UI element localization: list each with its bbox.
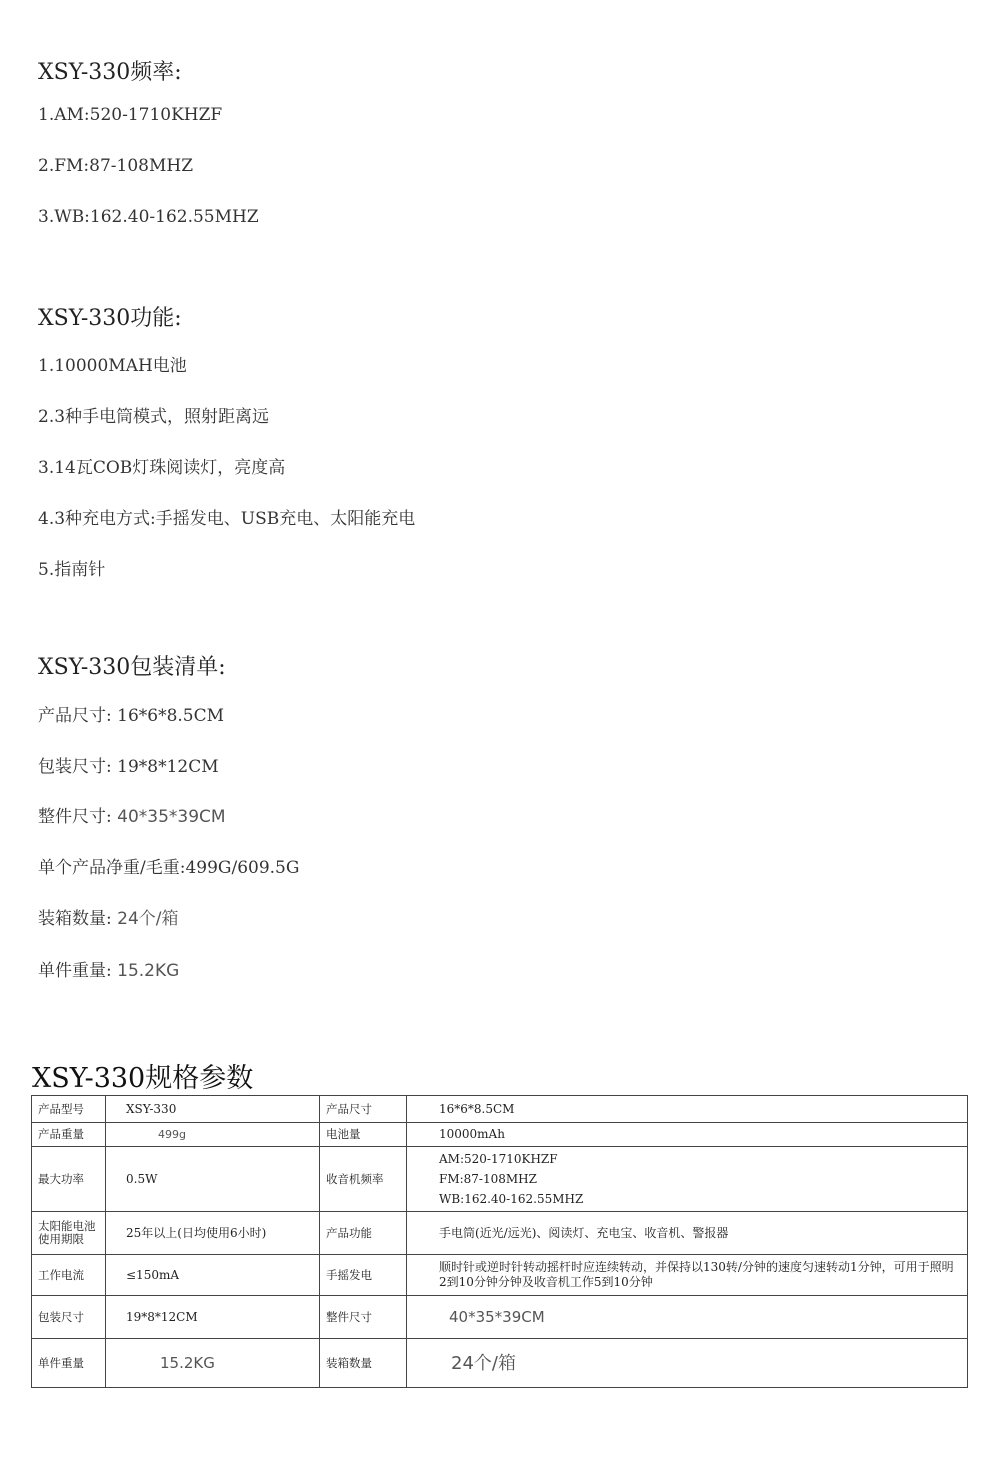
carton-weight-label: 单件重量: bbox=[38, 961, 112, 981]
cell-value-radio-freq bbox=[407, 1147, 968, 1212]
weight-line: 单个产品净重/毛重:499G/609.5G bbox=[38, 858, 300, 878]
spec-table bbox=[31, 1095, 968, 1388]
cell-value: 顺时针或逆时针转动摇杆时应连续转动，并保持以130转/分钟的速度匀速转动1分钟，可用于照明2到10分钟分钟及收音机工作5到10分钟 bbox=[407, 1255, 968, 1296]
cell-label: 装箱数量 bbox=[320, 1339, 407, 1388]
freq-item-am: 1.AM:520-1710KHZF bbox=[38, 105, 223, 125]
radio-freq-am: AM:520-1710KHZF bbox=[439, 1152, 558, 1166]
cell-value: 25年以上(日均使用6小时) bbox=[106, 1212, 320, 1255]
package-size-line bbox=[38, 752, 219, 777]
feature-item-1: 1.10000MAH电池 bbox=[38, 356, 187, 376]
spec-title: XSY-330规格参数 bbox=[32, 1063, 254, 1094]
cell-value: 0.5W bbox=[106, 1147, 320, 1212]
product-size-value: 16*6*8.5CM bbox=[117, 706, 225, 726]
feature-item-2: 2.3种手电筒模式，照射距离远 bbox=[38, 407, 270, 427]
product-size-line bbox=[38, 701, 224, 726]
cell-value: 499g bbox=[106, 1123, 320, 1147]
cell-value: XSY-330 bbox=[106, 1096, 320, 1123]
cell-label: 产品型号 bbox=[32, 1096, 106, 1123]
package-size-label: 包装尺寸: bbox=[38, 757, 112, 777]
feature-item-3: 3.14瓦COB灯珠阅读灯，亮度高 bbox=[38, 458, 286, 478]
qty-value: 24个/箱 bbox=[117, 909, 179, 929]
carton-weight-line bbox=[38, 956, 179, 981]
package-size-value: 19*8*12CM bbox=[117, 757, 219, 777]
packing-title: XSY-330包装清单: bbox=[38, 655, 226, 680]
freq-title: XSY-330频率: bbox=[38, 60, 182, 85]
cell-value: 10000mAh bbox=[407, 1123, 968, 1147]
radio-freq-fm: FM:87-108MHZ bbox=[439, 1172, 537, 1186]
cell-label: 工作电流 bbox=[32, 1255, 106, 1296]
table-row bbox=[32, 1339, 968, 1388]
carton-weight-value: 15.2KG bbox=[117, 961, 180, 981]
cell-label: 产品功能 bbox=[320, 1212, 407, 1255]
feature-item-4: 4.3种充电方式:手摇发电、USB充电、太阳能充电 bbox=[38, 509, 416, 529]
cell-label: 手摇发电 bbox=[320, 1255, 407, 1296]
feature-item-5: 5.指南针 bbox=[38, 560, 106, 580]
cell-value: 15.2KG bbox=[106, 1339, 320, 1388]
carton-size-line bbox=[38, 802, 226, 827]
table-row bbox=[32, 1296, 968, 1339]
cell-value: 16*6*8.5CM bbox=[407, 1096, 968, 1123]
product-size-label: 产品尺寸: bbox=[38, 706, 112, 726]
freq-item-wb: 3.WB:162.40-162.55MHZ bbox=[38, 207, 259, 227]
table-row bbox=[32, 1096, 968, 1123]
cell-label: 收音机频率 bbox=[320, 1147, 407, 1212]
cell-label: 单件重量 bbox=[32, 1339, 106, 1388]
cell-value: ≤150mA bbox=[106, 1255, 320, 1296]
table-row bbox=[32, 1212, 968, 1255]
cell-value: 手电筒(近光/远光)、阅读灯、充电宝、收音机、警报器 bbox=[407, 1212, 968, 1255]
carton-size-value: 40*35*39CM bbox=[117, 807, 226, 827]
qty-label: 装箱数量: bbox=[38, 909, 112, 929]
cell-label: 电池量 bbox=[320, 1123, 407, 1147]
cell-value: 19*8*12CM bbox=[106, 1296, 320, 1339]
cell-label: 产品重量 bbox=[32, 1123, 106, 1147]
cell-value: 24个/箱 bbox=[407, 1339, 968, 1388]
cell-label: 太阳能电池使用期限 bbox=[32, 1212, 106, 1255]
cell-label: 包装尺寸 bbox=[32, 1296, 106, 1339]
freq-item-fm: 2.FM:87-108MHZ bbox=[38, 156, 194, 176]
radio-freq-wb: WB:162.40-162.55MHZ bbox=[439, 1192, 584, 1206]
cell-label: 最大功率 bbox=[32, 1147, 106, 1212]
cell-label: 整件尺寸 bbox=[320, 1296, 407, 1339]
table-row bbox=[32, 1147, 968, 1212]
qty-line bbox=[38, 904, 179, 929]
cell-value: 40*35*39CM bbox=[407, 1296, 968, 1339]
table-row bbox=[32, 1255, 968, 1296]
table-row bbox=[32, 1123, 968, 1147]
features-title: XSY-330功能: bbox=[38, 306, 182, 331]
cell-label: 产品尺寸 bbox=[320, 1096, 407, 1123]
carton-size-label: 整件尺寸: bbox=[38, 807, 112, 827]
